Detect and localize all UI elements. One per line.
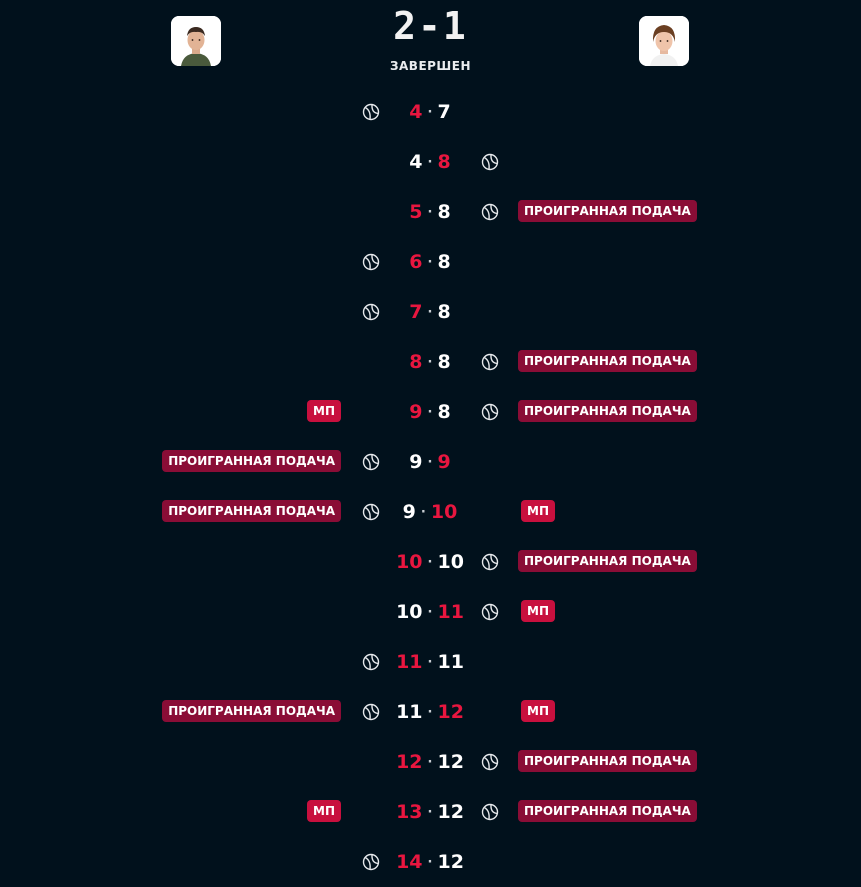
point-score [390, 849, 470, 875]
player1-points: 13 [396, 801, 423, 823]
score-separator: · [427, 804, 433, 820]
player2-points: 11 [437, 601, 464, 623]
tennis-ball-icon [361, 502, 381, 522]
player1-points: 9 [409, 451, 423, 473]
point-row [0, 387, 861, 437]
tennis-ball-icon [480, 552, 500, 572]
player1-points: 4 [409, 101, 423, 123]
lost-serve-badge: ПРОИГРАННАЯ ПОДАЧА [518, 200, 697, 222]
player1-points: 9 [402, 501, 416, 523]
point-row [0, 437, 861, 487]
tennis-ball-icon [480, 752, 500, 772]
match-score: 2-1 [393, 4, 468, 48]
tennis-ball-icon [361, 702, 381, 722]
point-score [390, 149, 470, 175]
tennis-ball-icon [480, 802, 500, 822]
score-separator: · [427, 154, 433, 170]
point-score [390, 99, 470, 125]
point-row [0, 587, 861, 637]
player2-points: 12 [437, 701, 464, 723]
point-score [390, 249, 470, 275]
score-separator: · [427, 304, 433, 320]
player2-points: 10 [430, 501, 458, 523]
player2-points: 9 [437, 451, 451, 473]
tennis-ball-icon [480, 352, 500, 372]
score-separator: · [427, 554, 433, 570]
point-score [390, 499, 470, 525]
match-point-badge: МП [521, 500, 555, 522]
point-score [390, 699, 470, 725]
player2-points: 12 [437, 801, 464, 823]
point-score [390, 599, 470, 625]
player2-points: 8 [437, 301, 451, 323]
tennis-ball-icon [361, 302, 381, 322]
player1-points: 5 [409, 201, 423, 223]
score-separator: · [427, 254, 433, 270]
point-row [0, 787, 861, 837]
tennis-ball-icon [361, 252, 381, 272]
point-by-point-list [0, 87, 861, 887]
player1-points: 6 [409, 251, 423, 273]
point-row [0, 87, 861, 137]
point-row [0, 287, 861, 337]
score-separator: · [427, 604, 433, 620]
player2-points: 12 [437, 851, 464, 873]
score-separator: · [420, 504, 426, 520]
lost-serve-badge: ПРОИГРАННАЯ ПОДАЧА [518, 800, 697, 822]
lost-serve-badge: ПРОИГРАННАЯ ПОДАЧА [518, 400, 697, 422]
score-separator: · [427, 754, 433, 770]
score-separator: · [427, 454, 433, 470]
tennis-ball-icon [361, 652, 381, 672]
point-row [0, 837, 861, 887]
match-point-badge: МП [307, 800, 341, 822]
player1-points: 10 [396, 551, 423, 573]
lost-serve-badge: ПРОИГРАННАЯ ПОДАЧА [518, 550, 697, 572]
player2-points: 12 [437, 751, 464, 773]
point-row [0, 537, 861, 587]
score-separator: · [427, 854, 433, 870]
point-row [0, 237, 861, 287]
player2-points: 8 [437, 201, 451, 223]
match-header [0, 0, 861, 90]
tennis-ball-icon [480, 602, 500, 622]
player2-points: 8 [437, 401, 451, 423]
lost-serve-badge: ПРОИГРАННАЯ ПОДАЧА [518, 750, 697, 772]
point-score [390, 649, 470, 675]
player2-points: 8 [437, 351, 451, 373]
point-score [390, 799, 470, 825]
player1-points: 12 [396, 751, 423, 773]
tennis-ball-icon [480, 402, 500, 422]
score-separator: · [427, 704, 433, 720]
point-score [390, 449, 470, 475]
point-row [0, 137, 861, 187]
player1-points: 14 [396, 851, 423, 873]
match-point-badge: МП [521, 600, 555, 622]
match-status: ЗАВЕРШЕН [389, 59, 471, 73]
player2-points: 11 [437, 651, 464, 673]
player2-points: 7 [437, 101, 451, 123]
score-separator: · [427, 204, 433, 220]
player2-avatar[interactable] [639, 16, 689, 66]
player1-points: 4 [409, 151, 423, 173]
score-separator: · [427, 654, 433, 670]
point-row [0, 337, 861, 387]
tennis-ball-icon [361, 452, 381, 472]
point-row [0, 687, 861, 737]
point-row [0, 187, 861, 237]
player1-points: 11 [396, 701, 423, 723]
score-separator: · [427, 404, 433, 420]
score-separator: · [427, 104, 433, 120]
lost-serve-badge: ПРОИГРАННАЯ ПОДАЧА [162, 450, 341, 472]
score-separator: · [427, 354, 433, 370]
match-point-badge: МП [521, 700, 555, 722]
point-score [390, 349, 470, 375]
player1-points: 11 [396, 651, 423, 673]
player2-points: 8 [437, 251, 451, 273]
point-score [390, 299, 470, 325]
point-row [0, 737, 861, 787]
point-score [390, 399, 470, 425]
lost-serve-badge: ПРОИГРАННАЯ ПОДАЧА [162, 700, 341, 722]
tennis-ball-icon [361, 852, 381, 872]
match-point-badge: МП [307, 400, 341, 422]
point-score [390, 749, 470, 775]
lost-serve-badge: ПРОИГРАННАЯ ПОДАЧА [518, 350, 697, 372]
point-score [390, 199, 470, 225]
player2-points: 8 [437, 151, 451, 173]
player2-points: 10 [437, 551, 464, 573]
tennis-ball-icon [480, 152, 500, 172]
player1-points: 10 [396, 601, 423, 623]
lost-serve-badge: ПРОИГРАННАЯ ПОДАЧА [162, 500, 341, 522]
player1-points: 8 [409, 351, 423, 373]
tennis-ball-icon [361, 102, 381, 122]
tennis-ball-icon [480, 202, 500, 222]
point-row [0, 487, 861, 537]
point-row [0, 637, 861, 687]
player1-points: 7 [409, 301, 423, 323]
point-score [390, 549, 470, 575]
player1-points: 9 [409, 401, 423, 423]
